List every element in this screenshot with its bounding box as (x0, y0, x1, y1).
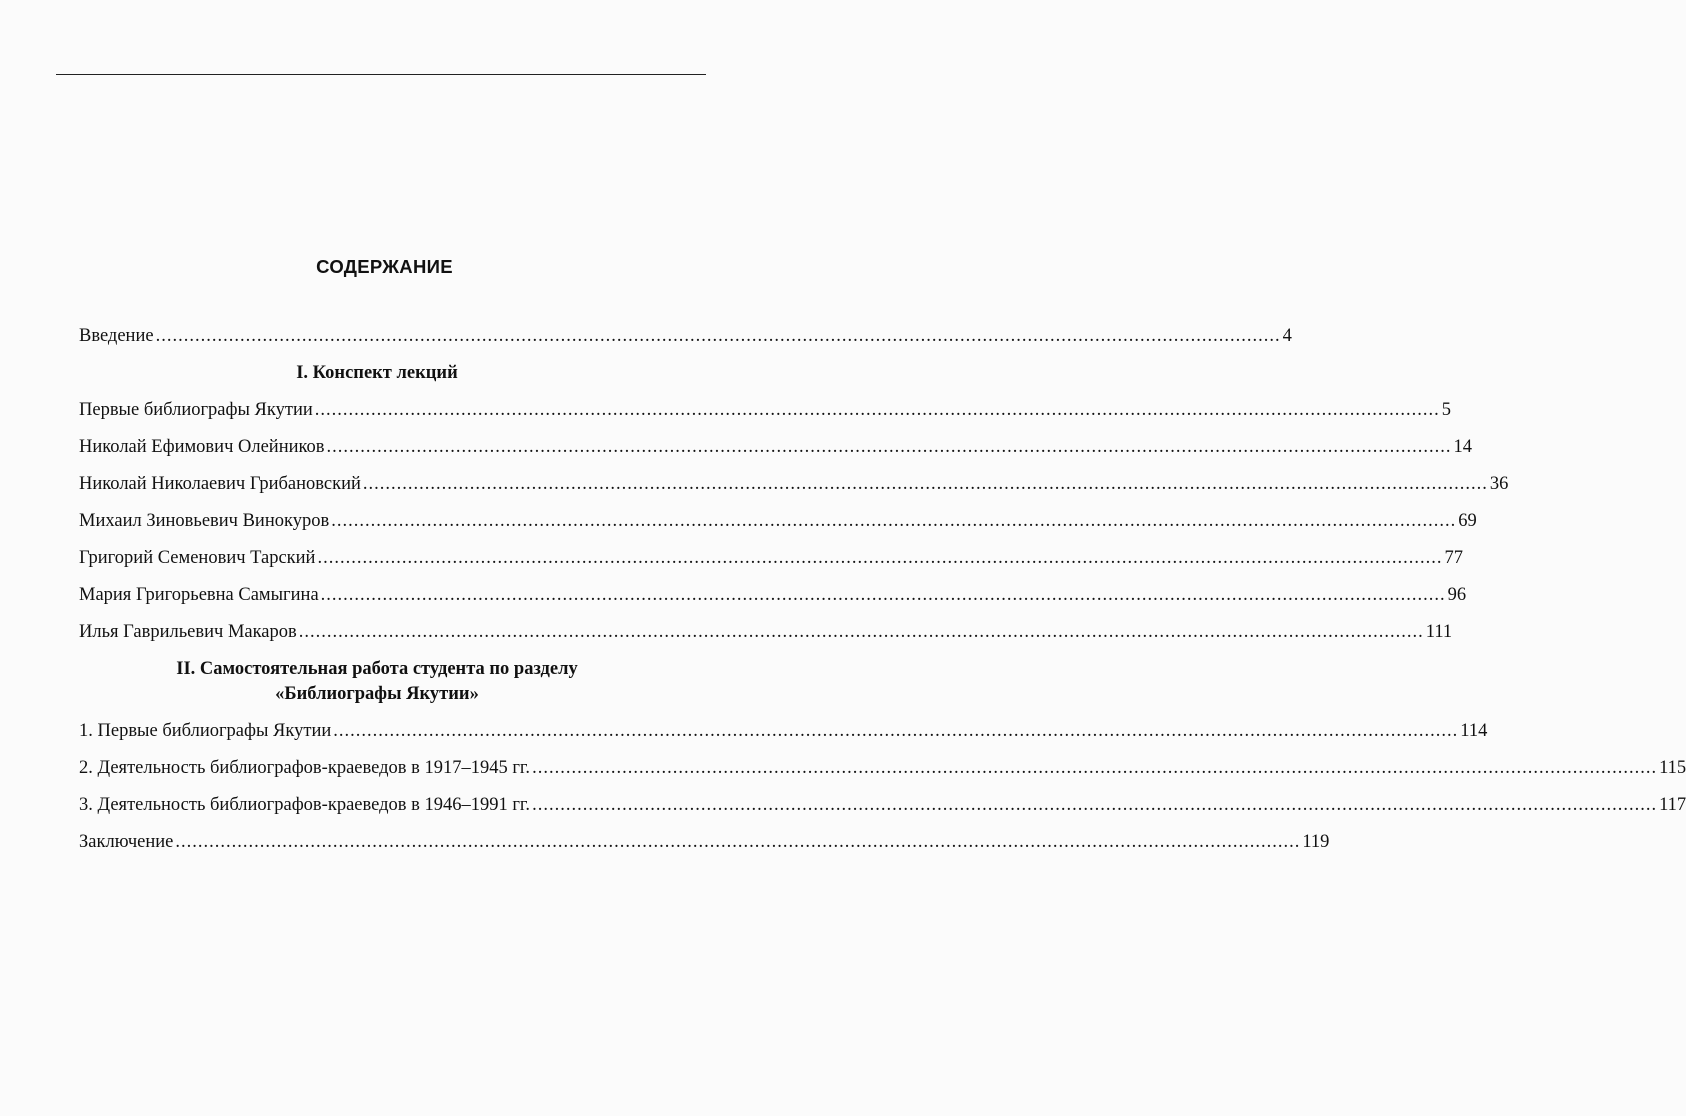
page-title: СОДЕРЖАНИЕ (316, 256, 453, 277)
toc-entry-label: Заключение (79, 832, 174, 852)
toc-entry-label: Николай Николаевич Грибановский (79, 474, 361, 494)
toc-entry-page: 114 (1460, 721, 1488, 741)
section-heading-2-line1: II. Самостоятельная работа студента по разделу (176, 659, 578, 679)
toc-entry-label: Мария Григорьевна Самыгина (79, 585, 319, 605)
toc-entry[interactable] (79, 392, 1452, 429)
toc-entry-page: 14 (1453, 437, 1473, 457)
dot-leader: ........................................................................................................................................................................................................ (326, 437, 1452, 457)
dot-leader: ........................................................................................................................................................................................................ (532, 758, 1658, 778)
toc-entry-label: Григорий Семенович Тарский (79, 548, 316, 568)
toc-entry-label: 3. Деятельность библиографов-краеведов в 1946–1991 гг. (79, 795, 531, 815)
section-heading-2-line2: «Библиографы Якутии» (275, 684, 479, 704)
toc-entry[interactable] (79, 466, 1509, 503)
toc-entry-label: 1. Первые библиографы Якутии (79, 721, 332, 741)
toc-entry-label: Михаил Зиновьевич Винокуров (79, 511, 330, 531)
toc-entry[interactable] (79, 503, 1477, 540)
toc-entry-page: 96 (1447, 585, 1467, 605)
toc-entry[interactable] (79, 540, 1463, 577)
toc-entry-page: 69 (1458, 511, 1477, 531)
toc-entry-page: 117 (1659, 795, 1686, 815)
table-of-contents (79, 318, 1686, 861)
toc-entry-label: 2. Деятельность библиографов-краеведов в 1917–1945 гг. (79, 758, 531, 778)
dot-leader: ........................................................................................................................................................................................................ (314, 400, 1440, 420)
toc-entry-conclusion[interactable] (79, 824, 1330, 861)
dot-leader: ........................................................................................................................................................................................................ (175, 832, 1301, 852)
section-heading-1: I. Конспект лекций (296, 363, 458, 383)
toc-entry[interactable] (79, 577, 1467, 614)
toc-entry-label: Первые библиографы Якутии (79, 400, 313, 420)
dot-leader: ........................................................................................................................................................................................................ (362, 474, 1488, 494)
toc-entry-page: 5 (1441, 400, 1452, 420)
section-heading-2 (79, 657, 675, 707)
dot-leader: ........................................................................................................................................................................................................ (155, 326, 1281, 346)
dot-leader: ........................................................................................................................................................................................................ (532, 795, 1658, 815)
toc-entry-intro[interactable] (79, 318, 1292, 355)
header-rule (56, 74, 706, 75)
dot-leader: ........................................................................................................................................................................................................ (333, 721, 1459, 741)
toc-entry-page: 77 (1444, 548, 1463, 568)
toc-entry-label: Введение (79, 326, 154, 346)
dot-leader: ........................................................................................................................................................................................................ (331, 511, 1457, 531)
toc-entry-label: Николай Ефимович Олейников (79, 437, 325, 457)
toc-entry-label: Илья Гаврильевич Макаров (79, 622, 297, 642)
toc-entry-page: 111 (1425, 622, 1453, 642)
toc-entry-page: 4 (1282, 326, 1292, 346)
dot-leader: ........................................................................................................................................................................................................ (298, 622, 1424, 642)
toc-entry-page: 119 (1302, 832, 1330, 852)
toc-entry-page: 115 (1659, 758, 1686, 778)
toc-entry-page: 36 (1489, 474, 1509, 494)
toc-entry[interactable] (79, 429, 1473, 466)
toc-entry[interactable] (79, 713, 1488, 750)
toc-entry[interactable] (79, 750, 1686, 787)
toc-entry[interactable] (79, 787, 1686, 824)
dot-leader: ........................................................................................................................................................................................................ (320, 585, 1446, 605)
dot-leader: ........................................................................................................................................................................................................ (317, 548, 1443, 568)
toc-entry[interactable] (79, 614, 1453, 651)
